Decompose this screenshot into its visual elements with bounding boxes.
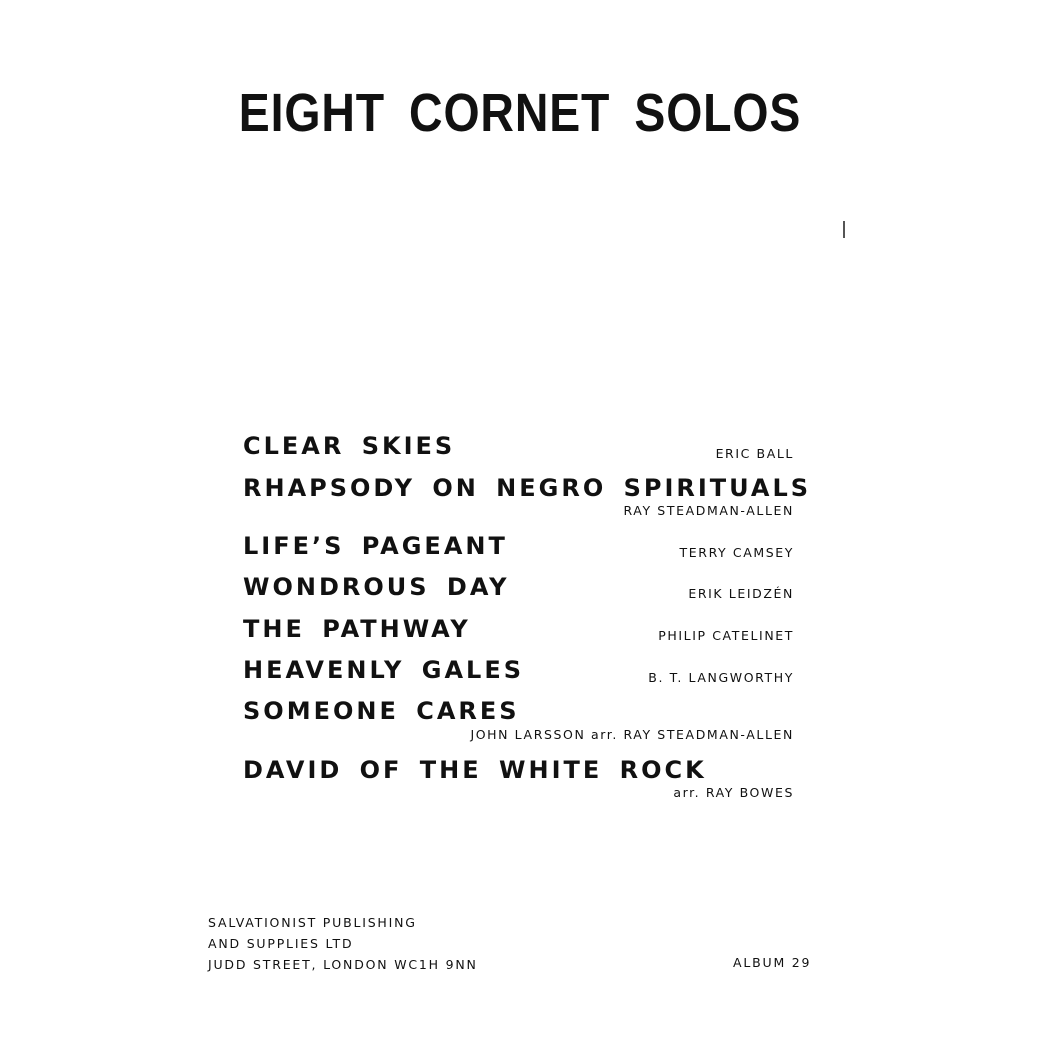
piece-composer: RAY STEADMAN-ALLEN (623, 503, 794, 518)
piece-composer: ERIC BALL (715, 446, 794, 461)
piece-composer: B. T. LANGWORTHY (648, 670, 794, 685)
piece-title: SOMEONE CARES (243, 697, 520, 725)
publisher-line: SALVATIONIST PUBLISHING (208, 915, 417, 930)
piece-composer: TERRY CAMSEY (679, 545, 794, 560)
piece-title: WONDROUS DAY (243, 573, 510, 601)
publisher-address (208, 912, 478, 975)
piece-composer: JOHN LARSSON arr. RAY STEADMAN-ALLEN (470, 727, 794, 742)
album-title: EIGHT CORNET SOLOS (238, 83, 802, 143)
piece-title: THE PATHWAY (243, 615, 471, 643)
piece-composer: ERIK LEIDZÉN (688, 586, 794, 601)
piece-composer: PHILIP CATELINET (658, 628, 794, 643)
publisher-line: JUDD STREET, LONDON WC1H 9NN (208, 957, 478, 972)
publisher-line: AND SUPPLIES LTD (208, 936, 354, 951)
piece-title: DAVID OF THE WHITE ROCK (243, 756, 707, 784)
piece-title: CLEAR SKIES (243, 432, 456, 460)
piece-title: LIFE’S PAGEANT (243, 532, 508, 560)
piece-title: RHAPSODY ON NEGRO SPIRITUALS (243, 474, 812, 502)
piece-title: HEAVENLY GALES (243, 656, 525, 684)
piece-composer: arr. RAY BOWES (673, 785, 794, 800)
album-number: ALBUM 29 (733, 955, 812, 970)
